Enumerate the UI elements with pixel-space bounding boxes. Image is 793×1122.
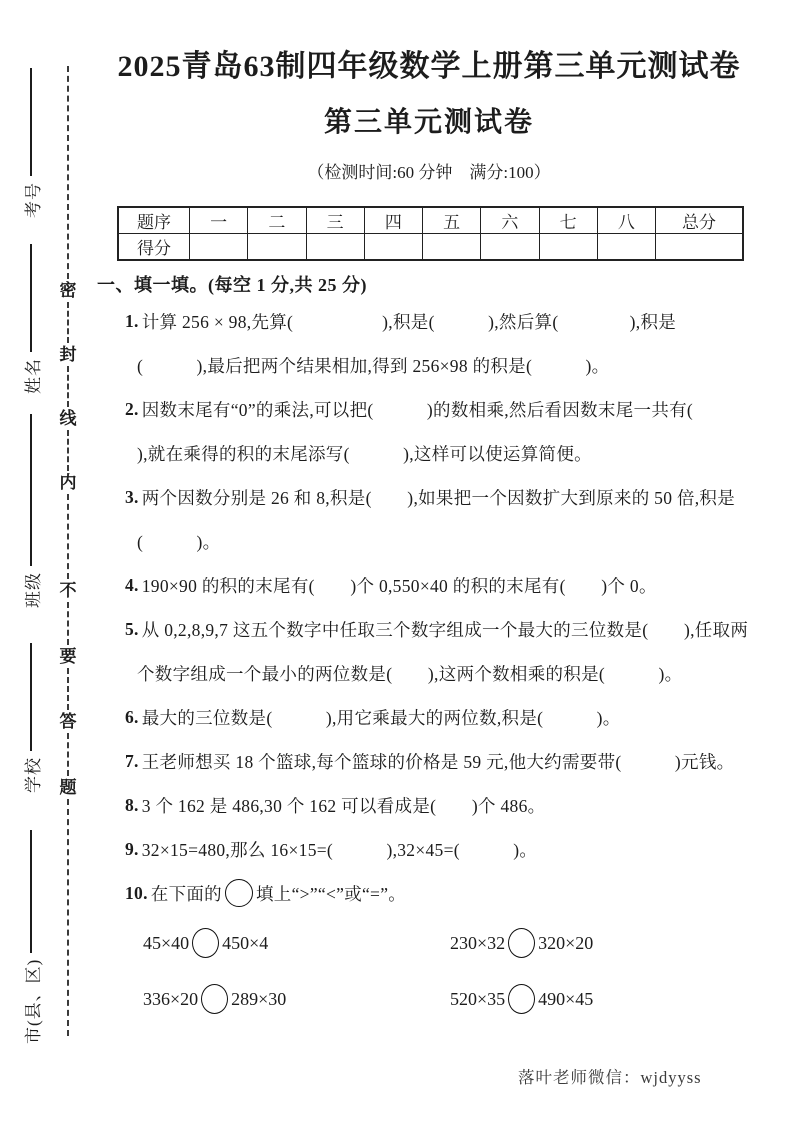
seal-char: 答	[59, 712, 77, 732]
question-text: 个数字组成一个最小的两位数是( ),这两个数相乘的积是( )。	[137, 663, 683, 684]
question-text: 计算 256 × 98,先算( ),积是( ),然后算( ),积是	[141, 311, 677, 332]
question-text: 32×15=480,那么 16×15=( ),32×45=( )。	[141, 839, 538, 860]
field-label: 姓名	[23, 358, 43, 394]
header-cell: 四	[364, 207, 422, 234]
question-text: 190×90 的积的末尾有( )个 0,550×40 的积的末尾有( )个 0。	[141, 575, 657, 596]
seal-char: 封	[59, 345, 77, 365]
question-line-10	[97, 871, 761, 915]
question-text: ),就在乘得的积的末尾添写( ),这样可以使运算简便。	[137, 443, 592, 464]
field-label: 班级	[23, 572, 43, 608]
header-cell: 八	[597, 207, 655, 234]
score-cell	[597, 234, 655, 261]
question-line-7	[97, 739, 761, 783]
seal-dash-segment	[67, 602, 69, 645]
comparison-row-1	[97, 915, 761, 971]
seal-char: 内	[59, 472, 77, 492]
answer-circle	[508, 928, 535, 958]
teacher-wechat-note: 落叶老师微信：wjdyyss	[518, 1068, 702, 1087]
question-number: 8.	[125, 794, 139, 815]
score-cell	[190, 234, 248, 261]
question-line-1a	[97, 299, 761, 343]
seal-char: 密	[59, 281, 77, 301]
seal-char: 不	[59, 580, 77, 600]
question-number: 6.	[125, 706, 139, 727]
question-number: 7.	[125, 750, 139, 771]
header-cell: 题序	[118, 207, 190, 234]
header-cell: 七	[539, 207, 597, 234]
question-text: 因数末尾有“0”的乘法,可以把( )的数相乘,然后看因数末尾一共有(	[141, 399, 694, 420]
score-label-cell: 得分	[118, 234, 190, 261]
question-line-8	[97, 783, 761, 827]
question-number: 3.	[125, 486, 139, 507]
field-city-county	[19, 830, 43, 1044]
fill-line	[30, 643, 32, 751]
question-number: 2.	[125, 398, 139, 419]
field-exam-number	[19, 68, 43, 218]
question-text: 从 0,2,8,9,7 这五个数字中任取三个数字组成一个最大的三位数是( ),任取两	[141, 619, 749, 640]
question-line-5b	[97, 651, 761, 695]
question-line-5a	[97, 607, 761, 651]
question-line-6	[97, 695, 761, 739]
question-text: ( ),最后把两个结果相加,得到 256×98 的积是( )。	[137, 355, 610, 376]
field-label: 市(县、区)	[23, 958, 43, 1044]
score-cell	[539, 234, 597, 261]
score-cell	[248, 234, 306, 261]
field-class	[19, 414, 43, 608]
comparison-left: 230×32	[450, 932, 506, 953]
answer-circle	[201, 984, 228, 1014]
seal-char: 题	[59, 777, 77, 797]
comparison-right: 320×20	[538, 932, 594, 953]
question-line-3b	[97, 519, 761, 563]
comparison-item	[143, 928, 450, 958]
question-text: 最大的三位数是( ),用它乘最大的两位数,积是( )。	[141, 707, 621, 728]
seal-dash-segment	[67, 366, 69, 407]
comparison-right: 289×30	[231, 988, 287, 1009]
comparison-row-2	[97, 971, 761, 1027]
question-line-2b	[97, 431, 761, 475]
section-heading: 一、填一填。(每空 1 分,共 25 分)	[97, 275, 367, 295]
question-text: 王老师想买 18 个篮球,每个篮球的价格是 59 元,他大约需要带( )元钱。	[141, 751, 735, 772]
fill-line	[30, 830, 32, 953]
seal-dash-segment	[67, 668, 69, 711]
comparison-item	[450, 984, 593, 1014]
header-cell: 一	[190, 207, 248, 234]
question-line-1b	[97, 343, 761, 387]
score-cell	[306, 234, 364, 261]
seal-dash-segment	[67, 494, 69, 579]
question-line-3a	[97, 475, 761, 519]
comparison-right: 490×45	[538, 988, 594, 1009]
question-text: 填上“>”“<”或“=”。	[255, 883, 407, 904]
seal-dash-segment	[67, 66, 69, 279]
seal-char: 线	[59, 408, 77, 428]
paper-content	[97, 0, 761, 1027]
field-label: 考号	[23, 182, 43, 218]
question-text: 两个因数分别是 26 和 8,积是( ),如果把一个因数扩大到原来的 50 倍,积是	[141, 487, 736, 508]
question-number: 5.	[125, 618, 139, 639]
comparison-item	[143, 984, 450, 1014]
seal-line	[57, 66, 79, 1036]
score-cell	[656, 234, 744, 261]
comparison-left: 520×35	[450, 988, 506, 1009]
field-label: 学校	[23, 757, 43, 793]
score-table-header-row	[118, 207, 743, 234]
score-cell	[481, 234, 539, 261]
seal-dash-segment	[67, 733, 69, 776]
answer-circle	[508, 984, 535, 1014]
header-cell: 六	[481, 207, 539, 234]
fill-line	[30, 244, 32, 352]
answer-circle	[225, 879, 253, 907]
score-cell	[364, 234, 422, 261]
comparison-left: 336×20	[143, 988, 199, 1009]
seal-char: 要	[59, 646, 77, 666]
question-text: ( )。	[137, 531, 221, 552]
field-name	[19, 244, 43, 394]
score-table-score-row	[118, 234, 743, 261]
question-line-2a	[97, 387, 761, 431]
fill-line	[30, 414, 32, 566]
score-cell	[423, 234, 481, 261]
exam-info: （检测时间:60 分钟 满分:100）	[307, 163, 551, 182]
question-number: 4.	[125, 574, 139, 595]
score-table	[117, 206, 744, 261]
paper-subtitle: 第三单元测试卷	[323, 107, 534, 138]
header-cell: 三	[306, 207, 364, 234]
paper-title: 2025青岛63制四年级数学上册第三单元测试卷	[117, 50, 741, 83]
seal-dash-segment	[67, 302, 69, 343]
question-line-4	[97, 563, 761, 607]
question-number: 1.	[125, 310, 139, 331]
field-school	[19, 643, 43, 793]
header-cell: 总分	[656, 207, 744, 234]
question-text: 在下面的	[150, 883, 222, 904]
header-cell: 五	[423, 207, 481, 234]
question-line-9	[97, 827, 761, 871]
comparison-right: 450×4	[222, 932, 269, 953]
seal-dash-segment	[67, 799, 69, 1036]
comparison-item	[450, 928, 593, 958]
answer-circle	[192, 928, 219, 958]
question-number: 10.	[125, 882, 148, 903]
question-number: 9.	[125, 838, 139, 859]
header-cell: 二	[248, 207, 306, 234]
question-text: 3 个 162 是 486,30 个 162 可以看成是( )个 486。	[141, 795, 546, 816]
fill-line	[30, 68, 32, 176]
comparison-left: 45×40	[143, 932, 190, 953]
seal-dash-segment	[67, 430, 69, 471]
